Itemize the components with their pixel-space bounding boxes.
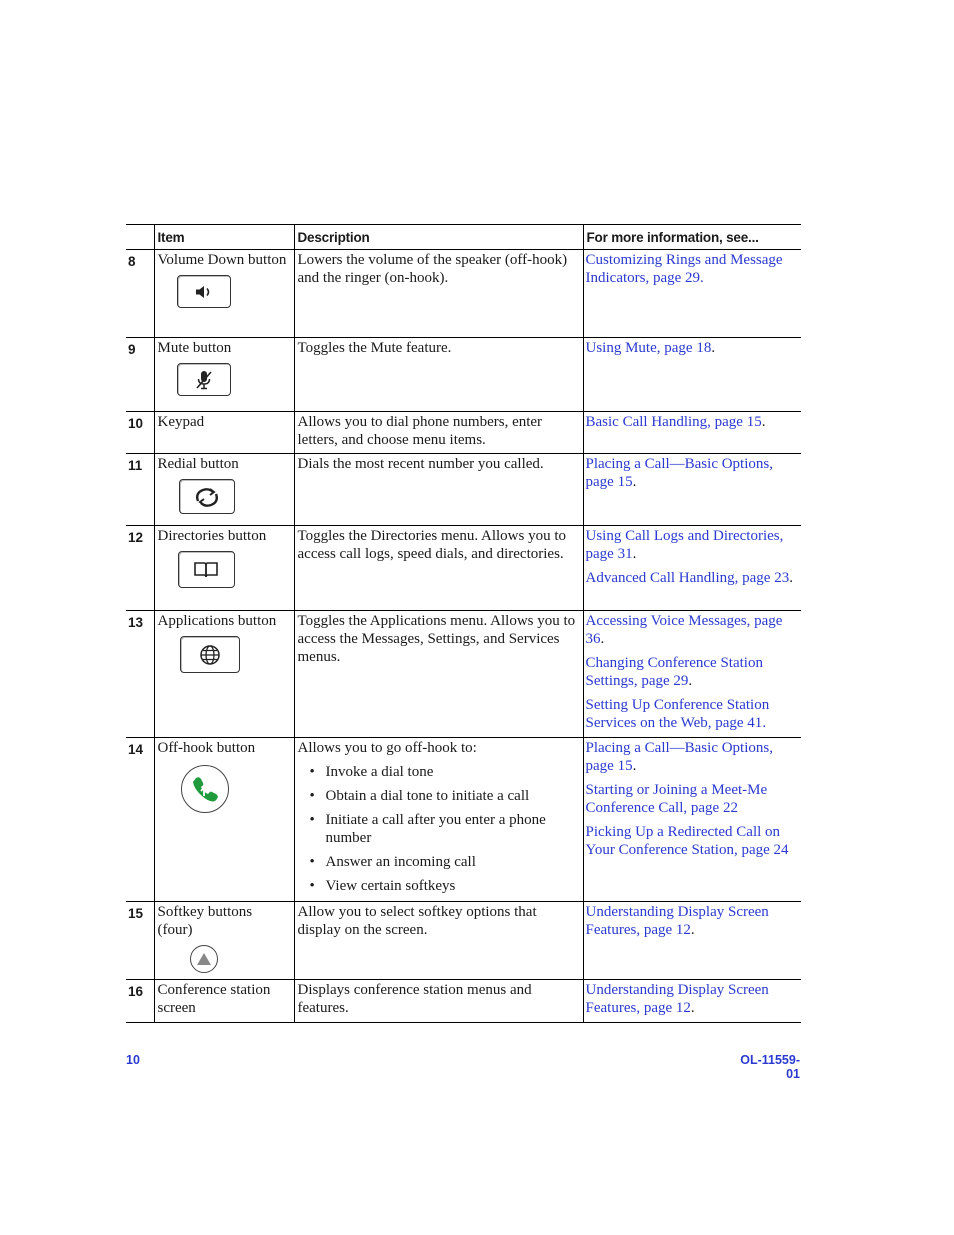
reference-suffix: . — [688, 673, 693, 689]
reference-link[interactable]: Customizing Rings and Message Indicators, page 29 — [585, 252, 783, 286]
row-number: 14 — [126, 738, 154, 902]
reference-link[interactable]: Understanding Display Screen Features, page 12 — [585, 982, 769, 1016]
reference-entry — [586, 739, 799, 775]
table-row — [126, 738, 801, 902]
reference-link[interactable]: Setting Up Conference Station Services on the Web, page 41 — [585, 697, 770, 731]
reference-link[interactable]: Placing a Call—Basic Options, page 15 — [585, 740, 773, 774]
list-item: • Obtain a dial tone to initiate a call — [326, 787, 580, 805]
table-row — [126, 338, 801, 412]
item-name: Conference station screen — [154, 980, 294, 1023]
reference-suffix: . — [690, 922, 695, 938]
item-name: Keypad — [154, 412, 294, 454]
reference-entry — [586, 569, 799, 587]
table-row — [126, 412, 801, 454]
reference-suffix: . — [711, 340, 716, 356]
reference-entry — [586, 527, 799, 563]
item-description: Allow you to select softkey options that display on the screen. — [294, 902, 583, 980]
list-item: • View certain softkeys — [326, 877, 580, 895]
row-number: 8 — [126, 250, 154, 338]
row-number: 12 — [126, 526, 154, 611]
reference-table — [126, 224, 801, 1023]
header-number — [126, 225, 154, 250]
item-name: Applications button — [157, 613, 277, 629]
reference-link[interactable]: Advanced Call Handling, page 23 — [585, 570, 790, 586]
reference-entry — [586, 612, 799, 648]
reference-suffix: . — [761, 414, 766, 430]
reference-suffix: . — [632, 758, 637, 774]
reference-link[interactable]: Using Mute, page 18 — [585, 340, 712, 356]
table-row — [126, 526, 801, 611]
footer-page-number: 10 — [126, 1053, 140, 1067]
reference-link[interactable]: Picking Up a Redirected Call on Your Conference Station, page 24 — [585, 824, 789, 858]
row-number: 16 — [126, 980, 154, 1023]
header-more-info: For more information, see... — [583, 225, 801, 250]
softkey-button-image — [190, 945, 218, 973]
reference-suffix: . — [632, 546, 637, 562]
off-hook-options-list — [298, 763, 580, 895]
reference-entry — [586, 823, 799, 859]
item-name: Redial button — [157, 456, 239, 472]
reference-link[interactable]: Starting or Joining a Meet-Me Conference Call, page 22 — [585, 782, 768, 816]
softkey-triangle-icon — [196, 952, 212, 966]
off-hook-button-image — [181, 765, 229, 813]
applications-globe-icon — [199, 644, 221, 666]
item-description: Toggles the Directories menu. Allows you to access call logs, speed dials, and directories. — [294, 526, 583, 611]
row-number: 9 — [126, 338, 154, 412]
reference-suffix: . — [789, 570, 793, 586]
table-row — [126, 611, 801, 738]
reference-link[interactable]: Accessing Voice Messages, page 36 — [585, 613, 783, 647]
item-description: Dials the most recent number you called. — [294, 454, 583, 526]
list-item: • Invoke a dial tone — [326, 763, 580, 781]
reference-suffix: . — [600, 631, 605, 647]
row-number: 15 — [126, 902, 154, 980]
reference-entry — [586, 654, 799, 690]
reference-suffix: . — [700, 270, 704, 286]
reference-suffix: . — [632, 474, 637, 490]
reference-entry — [586, 981, 799, 1017]
footer-doc-id: OL-11559-01 — [740, 1053, 800, 1081]
mute-icon — [194, 369, 214, 391]
redial-button-image — [179, 479, 235, 514]
reference-link[interactable]: Using Call Logs and Directories, page 31 — [585, 528, 784, 562]
list-item: • Initiate a call after you enter a phone number — [326, 811, 580, 847]
header-item: Item — [154, 225, 294, 250]
row-number: 13 — [126, 611, 154, 738]
mute-button-image — [177, 363, 231, 396]
item-description: Allows you to dial phone numbers, enter letters, and choose menu items. — [294, 412, 583, 454]
reference-entry — [586, 339, 799, 357]
item-description: Lowers the volume of the speaker (off-hook) and the ringer (on-hook). — [294, 250, 583, 338]
item-description: Allows you to go off-hook to: — [297, 740, 477, 756]
item-description: Toggles the Applications menu. Allows you to access the Messages, Settings, and Services menus. — [294, 611, 583, 738]
reference-entry — [586, 413, 799, 431]
applications-button-image — [180, 636, 240, 673]
redial-icon — [193, 485, 221, 509]
reference-entry — [586, 251, 799, 287]
table-row — [126, 250, 801, 338]
table-row — [126, 980, 801, 1023]
volume-down-button-image — [177, 275, 231, 308]
reference-link[interactable]: Changing Conference Station Settings, page 29 — [585, 655, 763, 689]
reference-entry — [586, 455, 799, 491]
reference-link[interactable]: Understanding Display Screen Features, page 12 — [585, 904, 769, 938]
directories-book-icon — [193, 561, 219, 579]
item-name: Off-hook button — [157, 740, 256, 756]
off-hook-handset-icon — [190, 774, 220, 804]
item-description: Toggles the Mute feature. — [294, 338, 583, 412]
header-description: Description — [294, 225, 583, 250]
item-name: Softkey buttons (four) — [157, 904, 253, 938]
reference-link[interactable]: Basic Call Handling, page 15 — [585, 414, 762, 430]
reference-entry — [586, 903, 799, 939]
item-name: Directories button — [157, 528, 267, 544]
reference-entry — [586, 781, 799, 817]
reference-suffix: . — [762, 715, 767, 731]
reference-link[interactable]: Placing a Call—Basic Options, page 15 — [585, 456, 773, 490]
table-row — [126, 902, 801, 980]
reference-suffix: . — [690, 1000, 695, 1016]
row-number: 10 — [126, 412, 154, 454]
item-name: Volume Down button — [157, 252, 287, 268]
table-header-row — [126, 225, 801, 250]
item-name: Mute button — [157, 340, 232, 356]
reference-entry — [586, 696, 799, 732]
list-item: • Answer an incoming call — [326, 853, 580, 871]
directories-button-image — [178, 551, 235, 588]
item-description: Displays conference station menus and features. — [294, 980, 583, 1023]
row-number: 11 — [126, 454, 154, 526]
volume-down-icon — [194, 284, 214, 300]
table-row — [126, 454, 801, 526]
